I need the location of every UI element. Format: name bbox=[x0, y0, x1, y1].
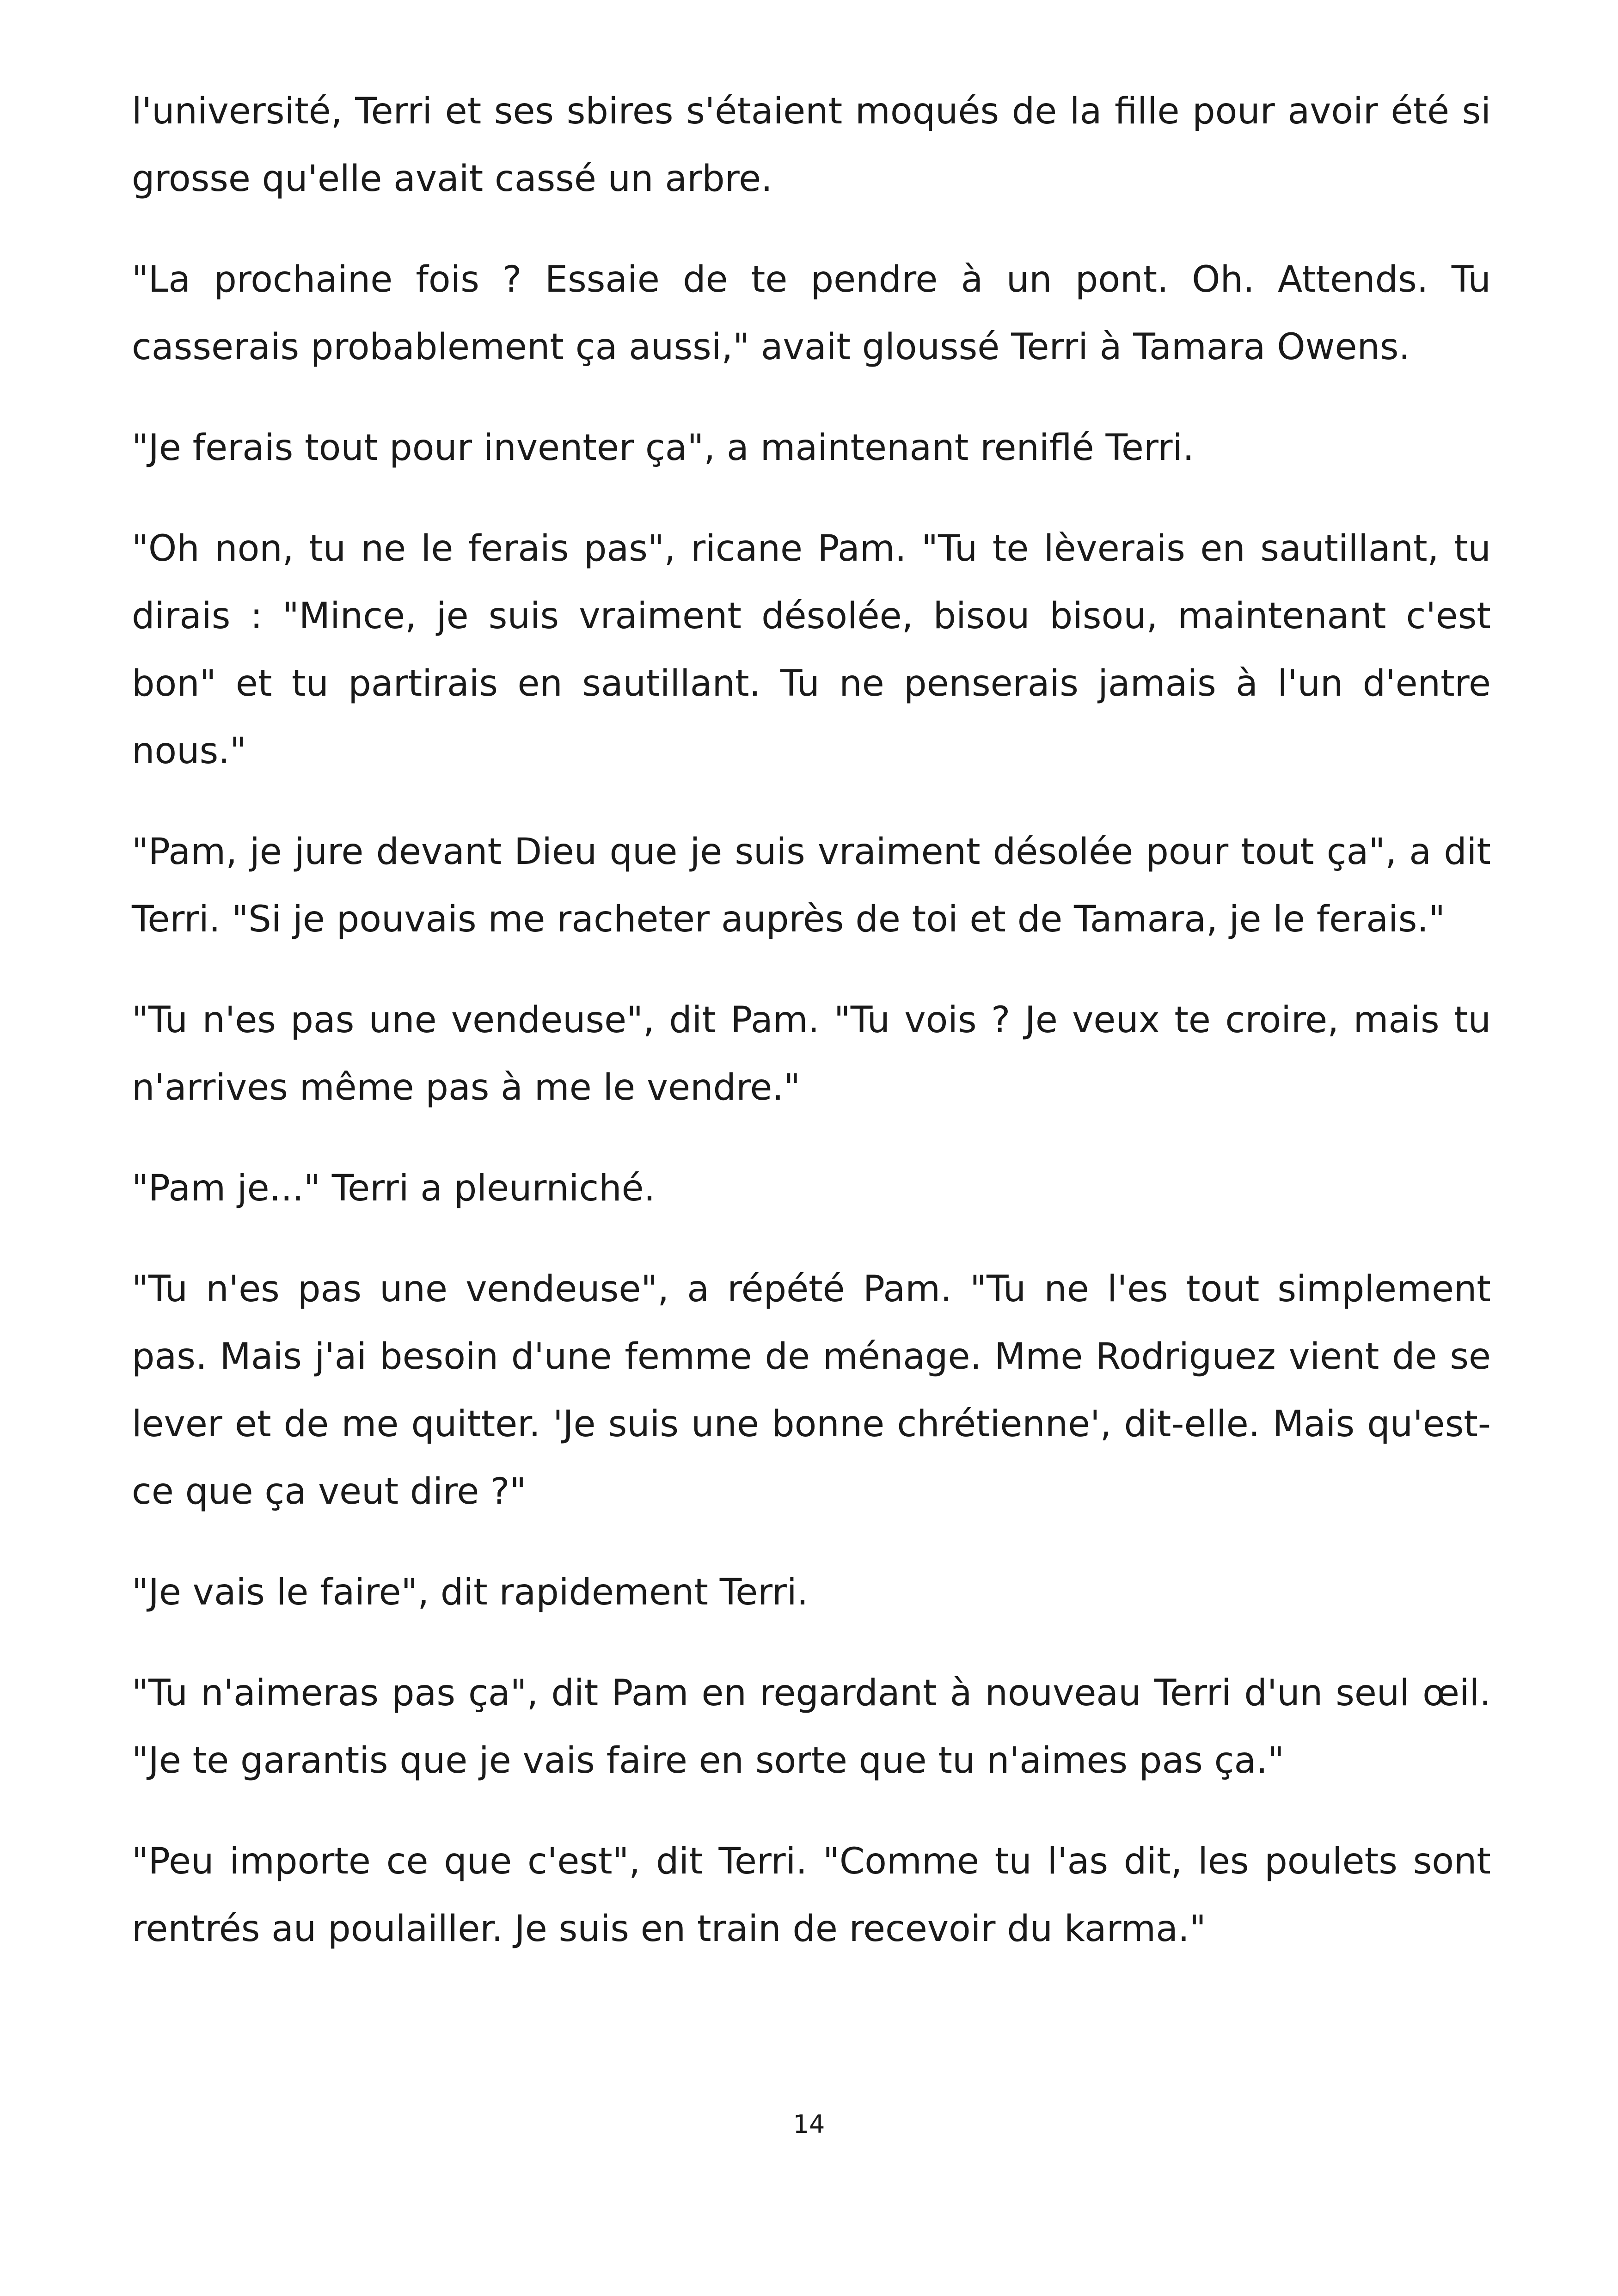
paragraph: "Tu n'es pas une vendeuse", a répété Pam. "Tu ne l'es tout simplement pas. Mais j'ai besoin d'une femme de ménage. Mme Rodriguez vient de se lever et de me quitter. 'Je suis une bonne chrétienne', dit-elle. Mais qu'est-ce que ça veut dire ?" bbox=[132, 1268, 1491, 1512]
paragraph: "Pam je..." Terri a pleurniché. bbox=[132, 1168, 656, 1209]
body-text bbox=[132, 78, 1491, 1963]
paragraph: "Tu n'aimeras pas ça", dit Pam en regardant à nouveau Terri d'un seul œil. "Je te garantis que je vais faire en sorte que tu n'aimes pas ça." bbox=[132, 1672, 1491, 1782]
paragraph: l'université, Terri et ses sbires s'étaient moqués de la fille pour avoir été si grosse qu'elle avait cassé un arbre. bbox=[132, 91, 1491, 200]
paragraph: "Peu importe ce que c'est", dit Terri. "Comme tu l'as dit, les poulets sont rentrés au poulailler. Je suis en train de recevoir du karma." bbox=[132, 1841, 1491, 1950]
paragraph: "Je ferais tout pour inventer ça", a maintenant reniflé Terri. bbox=[132, 427, 1195, 469]
paragraph: "Pam, je jure devant Dieu que je suis vraiment désolée pour tout ça", a dit Terri. "Si je pouvais me racheter auprès de toi et de Tamara, je le ferais." bbox=[132, 831, 1491, 940]
paragraph: "La prochaine fois ? Essaie de te pendre à un pont. Oh. Attends. Tu casserais probablement ça aussi," avait gloussé Terri à Tamara Owens. bbox=[132, 259, 1491, 368]
page-number: 14 bbox=[793, 2110, 825, 2139]
paragraph: "Tu n'es pas une vendeuse", dit Pam. "Tu vois ? Je veux te croire, mais tu n'arrives même pas à me le vendre." bbox=[132, 999, 1491, 1108]
paragraph: "Oh non, tu ne le ferais pas", ricane Pam. "Tu te lèverais en sautillant, tu dirais : "Mince, je suis vraiment désolée, bisou bisou, maintenant c'est bon" et tu partirais en sautillant. Tu ne penserais jamais à l'un d'entre nous." bbox=[132, 528, 1491, 772]
paragraph: "Je vais le faire", dit rapidement Terri. bbox=[132, 1572, 809, 1613]
